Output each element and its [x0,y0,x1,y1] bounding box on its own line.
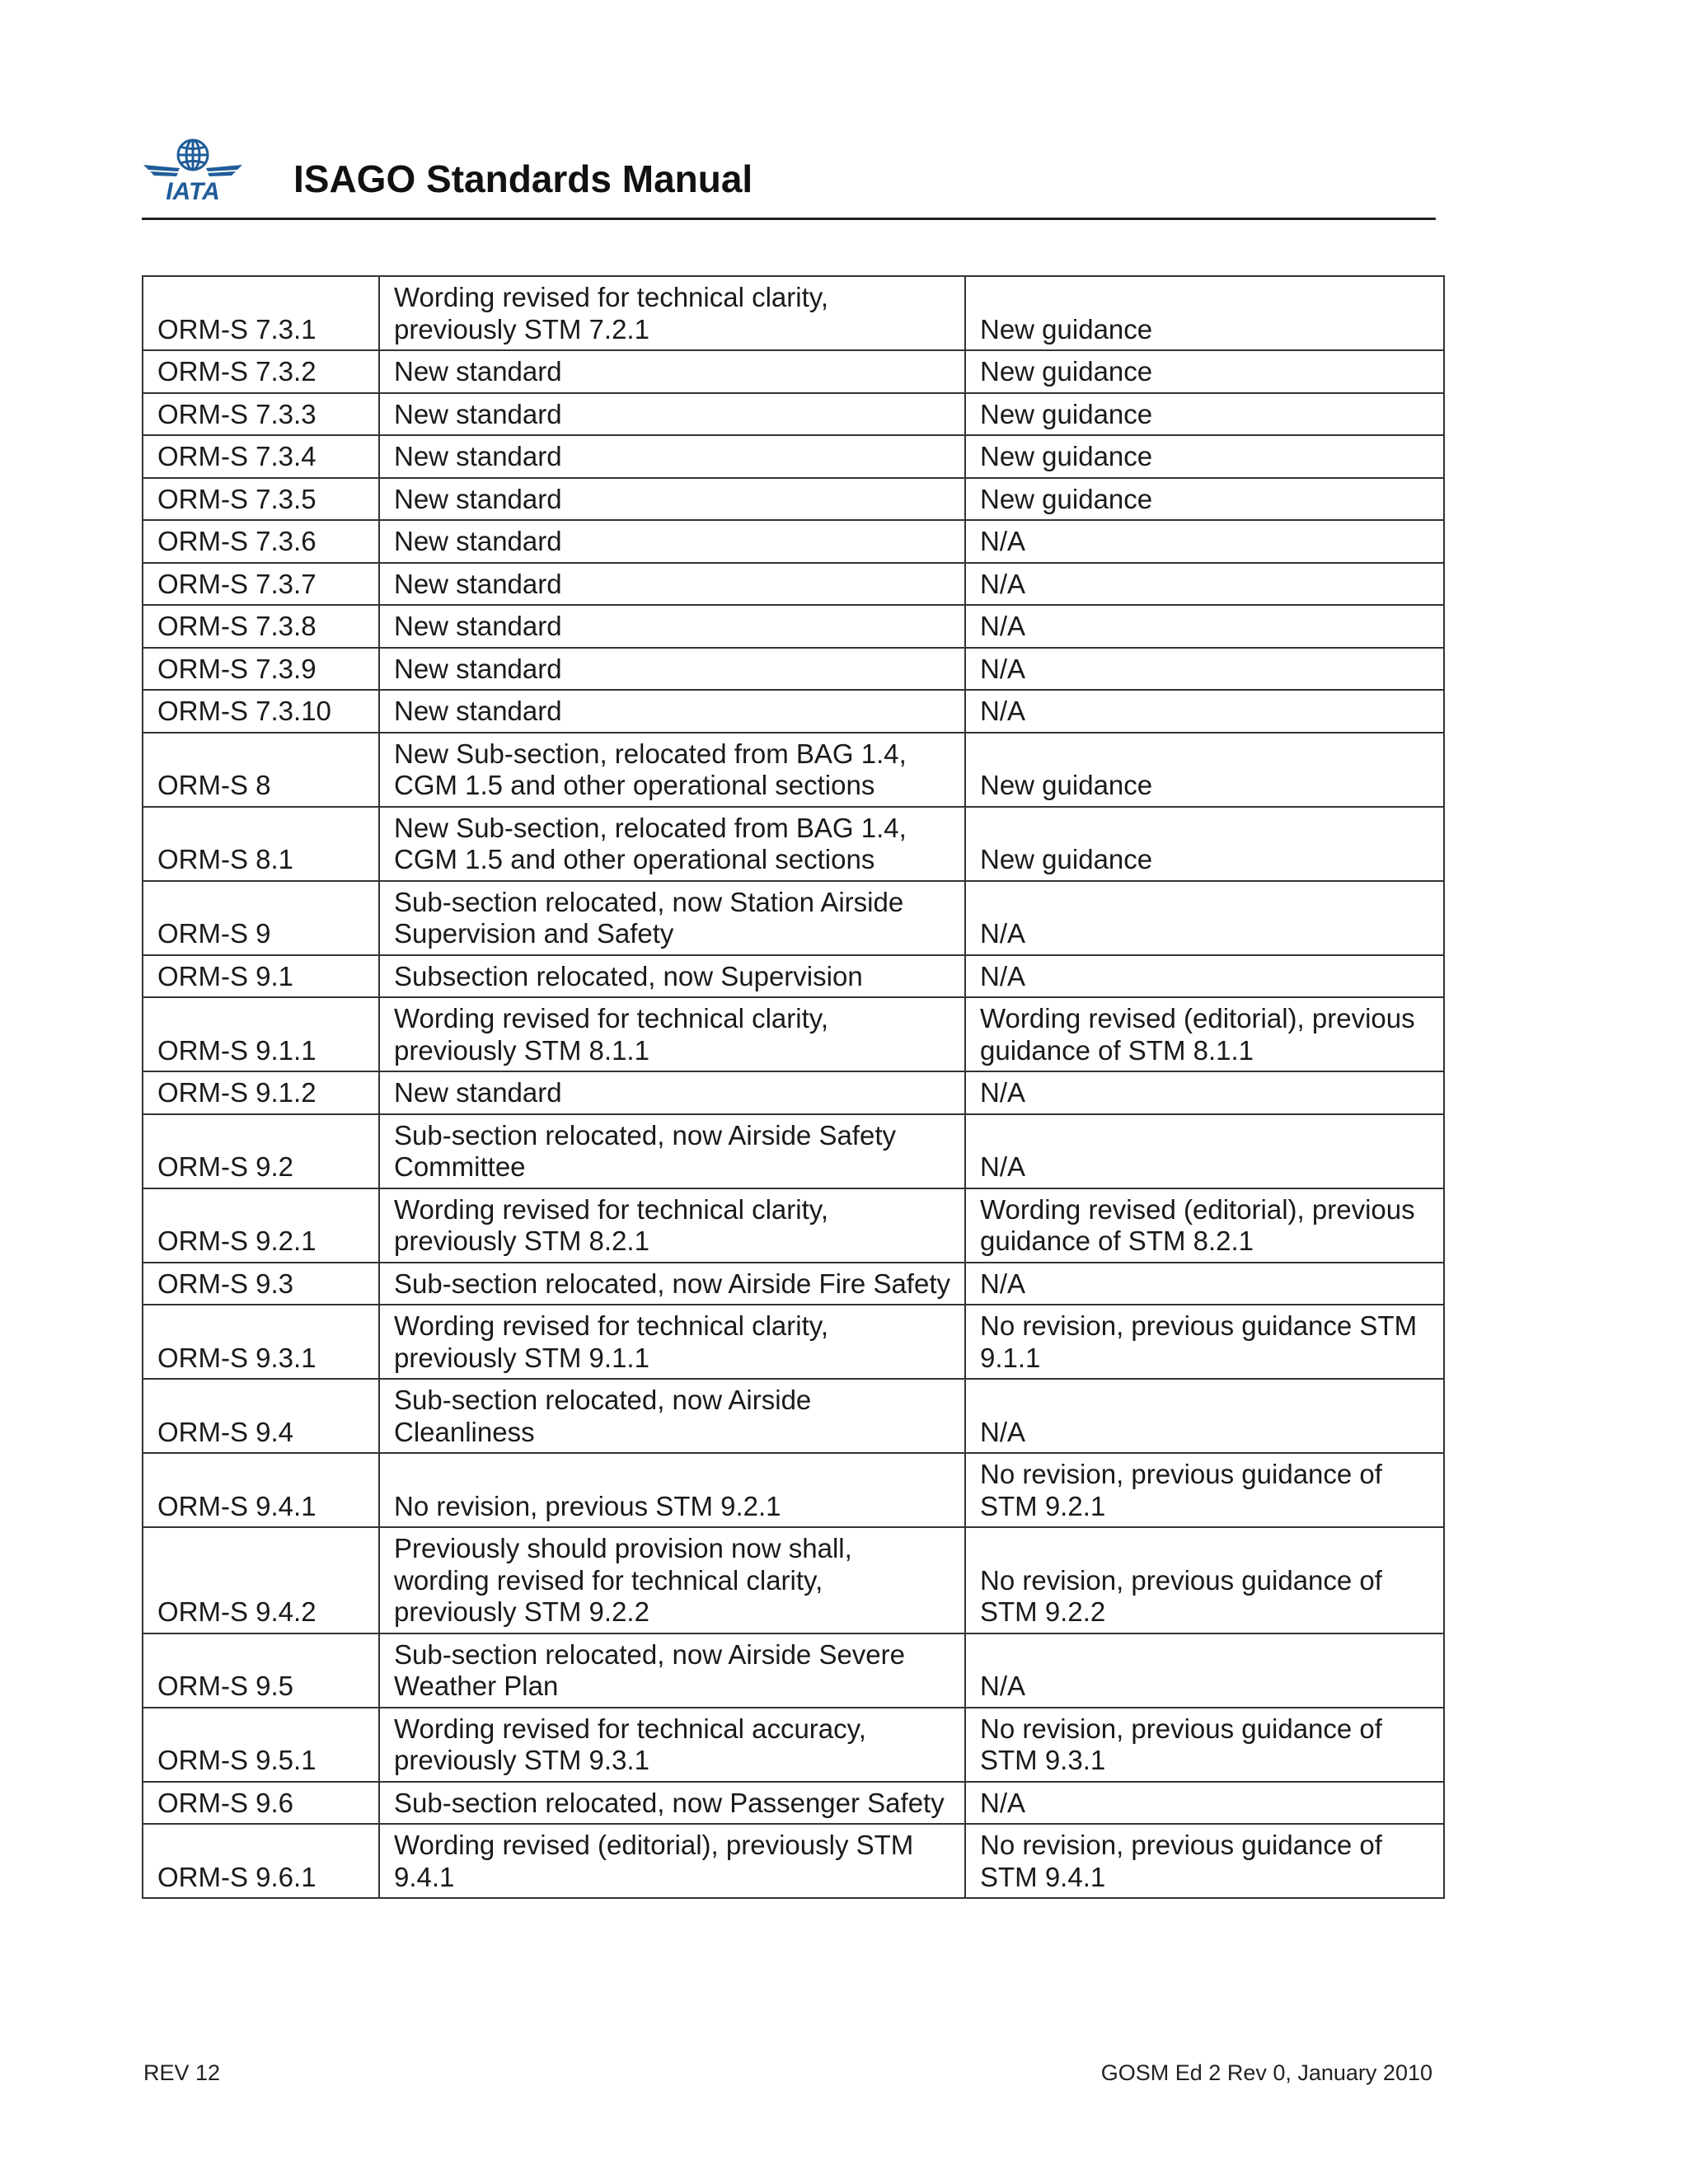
table-row [143,1527,1444,1633]
revision-table [142,275,1445,1899]
guidance-revision-cell: N/A [965,1379,1444,1453]
standard-revision-cell: Wording revised for technical clarity, previously STM 7.2.1 [379,276,965,350]
footer-revision: REV 12 [143,2060,221,2085]
table-row [143,1824,1444,1898]
guidance-revision-cell: No revision, previous guidance of STM 9.4.1 [965,1824,1444,1898]
standard-id-cell: ORM-S 7.3.7 [143,563,379,606]
standard-revision-cell: New standard [379,393,965,436]
guidance-revision-cell: New guidance [965,350,1444,393]
guidance-revision-cell: N/A [965,955,1444,998]
guidance-revision-cell: No revision, previous guidance of STM 9.2.1 [965,1453,1444,1527]
iata-logo-icon [142,137,244,203]
guidance-revision-cell: New guidance [965,733,1444,807]
standard-id-cell: ORM-S 9.4.1 [143,1453,379,1527]
standard-id-cell: ORM-S 9.2 [143,1114,379,1188]
table-row [143,1071,1444,1114]
guidance-revision-cell: New guidance [965,435,1444,478]
table-row [143,435,1444,478]
standard-revision-cell: Sub-section relocated, now Airside Cleanliness [379,1379,965,1453]
standard-revision-cell: New standard [379,690,965,733]
standard-revision-cell: New standard [379,563,965,606]
guidance-revision-cell: Wording revised (editorial), previous guidance of STM 8.2.1 [965,1188,1444,1263]
table-row [143,807,1444,881]
standard-id-cell: ORM-S 9.3 [143,1263,379,1305]
table-row [143,733,1444,807]
standard-id-cell: ORM-S 7.3.2 [143,350,379,393]
table-row [143,393,1444,436]
standard-revision-cell: Subsection relocated, now Supervision [379,955,965,998]
table-row [143,563,1444,606]
standard-id-cell: ORM-S 9.5 [143,1633,379,1708]
standard-revision-cell: Wording revised (editorial), previously STM 9.4.1 [379,1824,965,1898]
table-row [143,1114,1444,1188]
standard-revision-cell: New standard [379,478,965,521]
standard-id-cell: ORM-S 9.5.1 [143,1708,379,1782]
guidance-revision-cell: N/A [965,1782,1444,1825]
standard-id-cell: ORM-S 9.4.2 [143,1527,379,1633]
standard-revision-cell: New standard [379,605,965,648]
logo-text: IATA [166,178,220,203]
standard-id-cell: ORM-S 9.1.2 [143,1071,379,1114]
standard-revision-cell: Previously should provision now shall, wording revised for technical clarity, previously STM 9.2.2 [379,1527,965,1633]
standard-id-cell: ORM-S 7.3.9 [143,648,379,691]
table-row [143,997,1444,1071]
table-row [143,690,1444,733]
table-row [143,648,1444,691]
guidance-revision-cell: N/A [965,520,1444,563]
standard-revision-cell: New Sub-section, relocated from BAG 1.4, CGM 1.5 and other operational sections [379,807,965,881]
guidance-revision-cell: No revision, previous guidance of STM 9.2.2 [965,1527,1444,1633]
standard-revision-cell: New standard [379,435,965,478]
guidance-revision-cell: N/A [965,1071,1444,1114]
guidance-revision-cell: New guidance [965,807,1444,881]
guidance-revision-cell: New guidance [965,393,1444,436]
table-row [143,1782,1444,1825]
standard-id-cell: ORM-S 9.6 [143,1782,379,1825]
guidance-revision-cell: N/A [965,1633,1444,1708]
table-row [143,276,1444,350]
guidance-revision-cell: N/A [965,1114,1444,1188]
table-row [143,881,1444,955]
standard-id-cell: ORM-S 7.3.4 [143,435,379,478]
standard-id-cell: ORM-S 7.3.10 [143,690,379,733]
standard-revision-cell: Wording revised for technical clarity, previously STM 8.1.1 [379,997,965,1071]
standard-revision-cell: Wording revised for technical clarity, previously STM 8.2.1 [379,1188,965,1263]
standard-id-cell: ORM-S 7.3.3 [143,393,379,436]
standard-revision-cell: No revision, previous STM 9.2.1 [379,1453,965,1527]
standard-id-cell: ORM-S 7.3.6 [143,520,379,563]
standard-id-cell: ORM-S 9.6.1 [143,1824,379,1898]
table-row [143,1708,1444,1782]
table-row [143,1453,1444,1527]
guidance-revision-cell: Wording revised (editorial), previous guidance of STM 8.1.1 [965,997,1444,1071]
document-title: ISAGO Standards Manual [293,157,753,200]
standard-id-cell: ORM-S 9.1 [143,955,379,998]
standard-id-cell: ORM-S 8 [143,733,379,807]
guidance-revision-cell: N/A [965,605,1444,648]
header-divider [142,218,1436,220]
standard-id-cell: ORM-S 7.3.1 [143,276,379,350]
standard-id-cell: ORM-S 9.2.1 [143,1188,379,1263]
guidance-revision-cell: N/A [965,690,1444,733]
table-row [143,350,1444,393]
standard-revision-cell: New standard [379,520,965,563]
table-row [143,1633,1444,1708]
standard-id-cell: ORM-S 9.1.1 [143,997,379,1071]
standard-id-cell: ORM-S 9.3.1 [143,1305,379,1379]
table-row [143,520,1444,563]
table-row [143,1263,1444,1305]
footer-edition: GOSM Ed 2 Rev 0, January 2010 [1100,2060,1432,2085]
standard-id-cell: ORM-S 9 [143,881,379,955]
standard-id-cell: ORM-S 9.4 [143,1379,379,1453]
standard-revision-cell: Sub-section relocated, now Airside Fire Safety [379,1263,965,1305]
guidance-revision-cell: No revision, previous guidance STM 9.1.1 [965,1305,1444,1379]
guidance-revision-cell: N/A [965,563,1444,606]
guidance-revision-cell: N/A [965,648,1444,691]
standard-revision-cell: Sub-section relocated, now Airside Severe Weather Plan [379,1633,965,1708]
table-row [143,478,1444,521]
standard-revision-cell: Sub-section relocated, now Passenger Safety [379,1782,965,1825]
standard-id-cell: ORM-S 7.3.5 [143,478,379,521]
guidance-revision-cell: N/A [965,1263,1444,1305]
table-row [143,1379,1444,1453]
standard-id-cell: ORM-S 8.1 [143,807,379,881]
table-row [143,955,1444,998]
guidance-revision-cell: New guidance [965,478,1444,521]
revision-table-body [143,276,1444,1898]
standard-revision-cell: New standard [379,350,965,393]
table-row [143,1305,1444,1379]
standard-revision-cell: New standard [379,1071,965,1114]
guidance-revision-cell: New guidance [965,276,1444,350]
standard-id-cell: ORM-S 7.3.8 [143,605,379,648]
standard-revision-cell: New Sub-section, relocated from BAG 1.4, CGM 1.5 and other operational sections [379,733,965,807]
standard-revision-cell: Sub-section relocated, now Airside Safety Committee [379,1114,965,1188]
table-row [143,605,1444,648]
guidance-revision-cell: N/A [965,881,1444,955]
standard-revision-cell: Sub-section relocated, now Station Airside Supervision and Safety [379,881,965,955]
standard-revision-cell: New standard [379,648,965,691]
standard-revision-cell: Wording revised for technical clarity, previously STM 9.1.1 [379,1305,965,1379]
standard-revision-cell: Wording revised for technical accuracy, previously STM 9.3.1 [379,1708,965,1782]
table-row [143,1188,1444,1263]
guidance-revision-cell: No revision, previous guidance of STM 9.3.1 [965,1708,1444,1782]
page-header [142,132,1436,221]
